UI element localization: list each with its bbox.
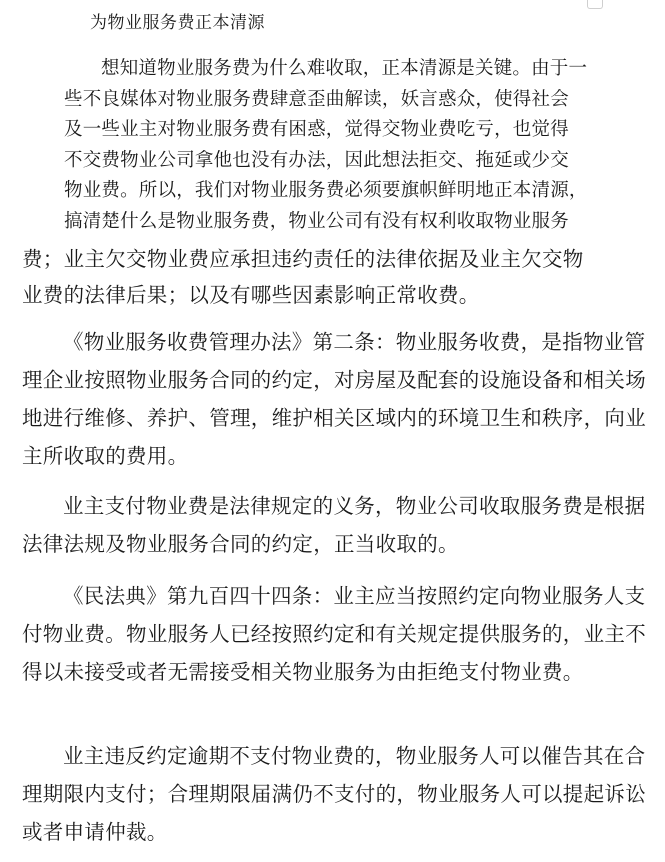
lead-continuation-line: 费；业主欠交物业费应承担违约责任的法律依据及业主欠交物: [22, 247, 584, 271]
lead-continuation-line: 业费的法律后果；以及有哪些因素影响正常收费。: [22, 283, 480, 307]
paragraph-civil-code-944: [22, 577, 647, 691]
lead-paragraph: [64, 54, 594, 237]
corner-mark: [587, 0, 603, 9]
paragraph-overdue-payment: [22, 737, 647, 851]
lead-line: 些不良媒体对物业服务费肆意歪曲解读，妖言惑众，使得社会: [64, 88, 569, 110]
article-title: 为物业服务费正本清源: [90, 13, 265, 33]
lead-line: 想知道物业服务费为什么难收取，正本清源是关键。由于一: [101, 58, 588, 79]
paragraph-management-rules: [22, 323, 647, 475]
paragraph-text: 业主违反约定逾期不支付物业费的，物业服务人可以催告其在合理期限内支付；合理期限届满仍不支付的，物业服务人可以提起诉讼或者申请仲裁。: [22, 744, 646, 844]
lead-line: 不交费物业公司拿他也没有办法，因此想法拒交、拖延或少交: [64, 149, 569, 171]
lead-line: 及一些业主对物业服务费有困惑，觉得交物业费吃亏，也觉得: [64, 119, 569, 140]
paragraph-legal-obligation: [22, 487, 647, 563]
lead-line: 物业费。所以，我们对物业服务费必须要旗帜鲜明地正本清源，: [64, 180, 588, 201]
lead-continuation: [22, 241, 647, 313]
paragraph-text: 《物业服务收费管理办法》第二条：物业服务收费，是指物业管理企业按照物业服务合同的约定，对房屋及配套的设施设备和相关场地进行维修、养护、管理，维护相关区域内的环境卫生和秩序，向业主所收取的费用。: [22, 330, 646, 468]
paragraph-text: 《民法典》第九百四十四条：业主应当按照约定向物业服务人支付物业费。物业服务人已经按照约定和有关规定提供服务的，业主不得以未接受或者无需接受相关物业服务为由拒绝支付物业费。: [22, 584, 646, 684]
lead-line: 搞清楚什么是物业服务费，物业公司有没有权利收取物业服务: [64, 210, 569, 232]
paragraph-text: 业主支付物业费是法律规定的义务，物业公司收取服务费是根据法律法规及物业服务合同的约定，正当收取的。: [22, 494, 646, 556]
